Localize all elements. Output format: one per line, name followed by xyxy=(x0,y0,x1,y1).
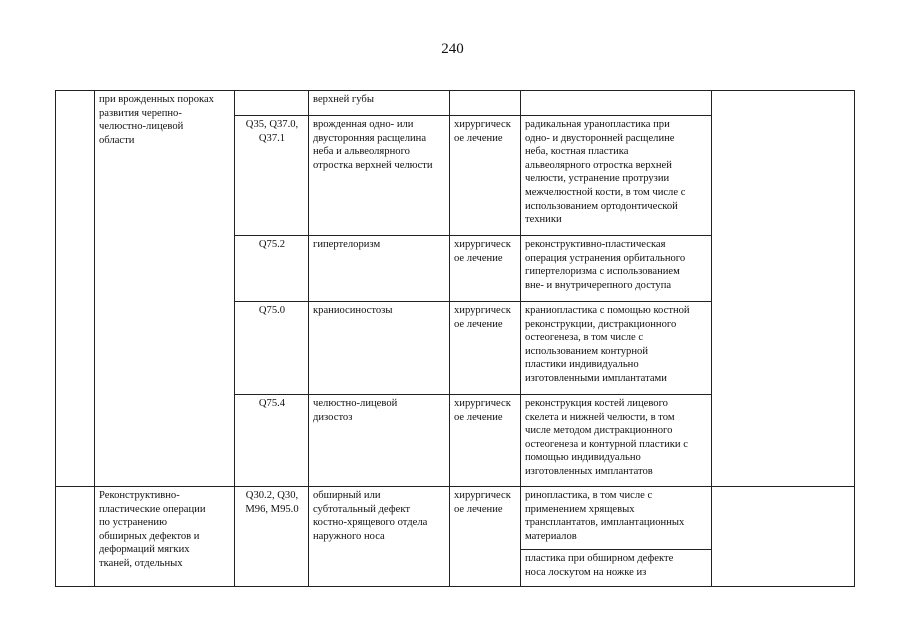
method-cell xyxy=(521,302,712,395)
section-cell xyxy=(95,487,235,587)
method-text: реконструкция костей лицевого скелета и нижней челюсти, в том числе методом дистракционного остеогенеза и контурной пластики с помощью индивидуально изготовленных имплантатов xyxy=(525,398,688,477)
codes-text: Q75.2 xyxy=(258,239,286,250)
method-text: пластика при обширном дефекте носа лоскутом на ножке из xyxy=(525,553,674,578)
treatment-text: хирургическ ое лечение xyxy=(454,398,511,423)
codes-cell xyxy=(235,487,309,587)
diagnosis-cell xyxy=(309,116,450,236)
codes-cell xyxy=(235,236,309,302)
method-cell xyxy=(521,236,712,302)
row-number-cell xyxy=(56,487,95,587)
extra-cell xyxy=(712,91,855,487)
diagnosis-text: врожденная одно- или двусторонняя расщелина неба и альвеолярного отростка верхней челюсти xyxy=(313,119,433,171)
diagnosis-cell xyxy=(309,487,450,587)
table-row xyxy=(56,91,855,116)
section-label: Реконструктивно- пластические операции по устранению обширных дефектов и деформаций мягких тканей, отдельных xyxy=(99,490,206,569)
method-cell xyxy=(521,116,712,236)
codes-text: Q30.2, Q30, M96, M95.0 xyxy=(245,490,299,515)
treatment-text: хирургическ ое лечение xyxy=(454,490,511,515)
codes-cell xyxy=(235,91,309,116)
codes-text: Q75.0 xyxy=(258,305,286,316)
treatment-text: хирургическ ое лечение xyxy=(454,239,511,264)
diagnosis-text: краниосиностозы xyxy=(313,305,393,316)
codes-cell xyxy=(235,395,309,487)
treatment-cell xyxy=(450,236,521,302)
table-row xyxy=(56,487,855,550)
method-text: реконструктивно-пластическая операция устранения орбитального гипертелоризма с использованием вне- и внутричерепного доступа xyxy=(525,239,686,291)
diagnosis-text: гипертелоризм xyxy=(313,239,381,250)
diagnosis-text: верхней губы xyxy=(313,94,374,105)
treatment-cell xyxy=(450,487,521,587)
method-cell xyxy=(521,395,712,487)
procedures-table xyxy=(55,90,855,587)
treatment-cell xyxy=(450,302,521,395)
codes-cell xyxy=(235,116,309,236)
method-cell xyxy=(521,487,712,550)
treatment-cell xyxy=(450,116,521,236)
diagnosis-cell xyxy=(309,91,450,116)
treatment-cell xyxy=(450,91,521,116)
diagnosis-text: челюстно-лицевой дизостоз xyxy=(313,398,398,423)
diagnosis-text: обширный или субтотальный дефект костно-хрящевого отдела наружного носа xyxy=(313,490,428,542)
extra-cell xyxy=(712,487,855,587)
treatment-text: хирургическ ое лечение xyxy=(454,305,511,330)
method-cell xyxy=(521,550,712,587)
method-text: ринопластика, в том числе с применением хрящевых трансплантатов, имплантационных материалов xyxy=(525,490,685,542)
method-text: краниопластика с помощью костной реконструкции, дистракционного остеогенеза, в том числе с использованием контурной пластики индивидуально изготовленными имплантатами xyxy=(525,305,690,384)
codes-cell xyxy=(235,302,309,395)
section-cell xyxy=(95,91,235,487)
diagnosis-cell xyxy=(309,236,450,302)
treatment-text: хирургическ ое лечение xyxy=(454,119,511,144)
codes-text: Q35, Q37.0, Q37.1 xyxy=(245,119,299,144)
method-text: радикальная уранопластика при одно- и двусторонней расщелине неба, костная пластика альвеолярного отростка верхней челюсти, устранение протрузии межчелюстной кости, в том числе с использованием ортодонтической техники xyxy=(525,119,686,226)
diagnosis-cell xyxy=(309,395,450,487)
codes-text: Q75.4 xyxy=(258,398,286,409)
treatment-cell xyxy=(450,395,521,487)
page-number: 240 xyxy=(441,41,464,57)
section-label: при врожденных пороках развития черепно- челюстно-лицевой области xyxy=(99,94,214,146)
row-number-cell xyxy=(56,91,95,487)
method-cell xyxy=(521,91,712,116)
diagnosis-cell xyxy=(309,302,450,395)
